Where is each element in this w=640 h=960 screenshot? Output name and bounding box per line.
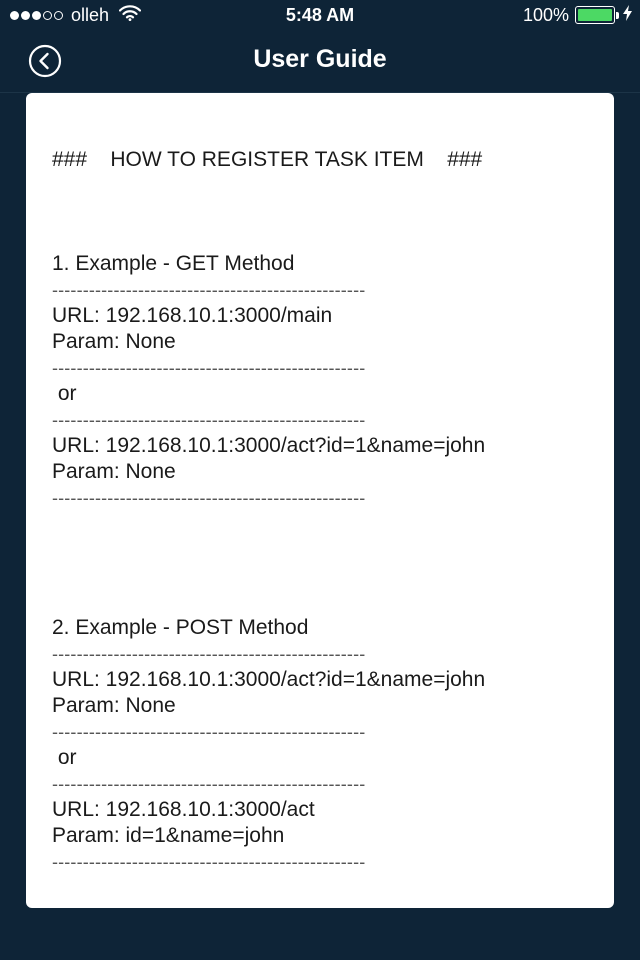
guide-blank-line	[52, 511, 485, 537]
battery-tip	[616, 12, 619, 19]
guide-line: 2. Example - POST Method	[52, 616, 309, 639]
guide-separator: ---------------------------------------------------	[52, 774, 366, 794]
page-title: User Guide	[253, 45, 387, 73]
guide-line: ### HOW TO REGISTER TASK ITEM ###	[52, 148, 483, 171]
battery-icon	[575, 6, 615, 24]
guide-separator: ---------------------------------------------------	[52, 488, 366, 508]
guide-blank-line	[52, 537, 485, 563]
guide-line: URL: 192.168.10.1:3000/act?id=1&name=john	[52, 668, 486, 691]
guide-line: 1. Example - GET Method	[52, 252, 295, 275]
guide-blank-line	[52, 563, 485, 589]
guide-line: Param: id=1&name=john	[52, 824, 285, 847]
guide-blank-line	[52, 225, 485, 251]
battery-fill	[578, 9, 612, 21]
charging-icon	[623, 5, 632, 26]
guide-line: or	[52, 382, 77, 405]
guide-blank-line	[52, 173, 485, 199]
guide-line: or	[52, 746, 77, 769]
guide-line: URL: 192.168.10.1:3000/act	[52, 798, 315, 821]
guide-separator: ---------------------------------------------------	[52, 852, 366, 872]
guide-line: Param: None	[52, 694, 176, 717]
guide-line: URL: 192.168.10.1:3000/main	[52, 304, 333, 327]
guide-line: URL: 192.168.10.1:3000/act?id=1&name=john	[52, 434, 486, 457]
status-time: 5:48 AM	[285, 5, 355, 25]
guide-separator: ---------------------------------------------------	[52, 280, 366, 300]
guide-separator: ---------------------------------------------------	[52, 358, 366, 378]
nav-bar	[0, 30, 640, 90]
guide-line: Param: None	[52, 460, 176, 483]
guide-blank-line	[52, 199, 485, 225]
guide-text	[52, 147, 485, 875]
status-bar	[0, 0, 640, 30]
guide-separator: ---------------------------------------------------	[52, 722, 366, 742]
guide-card[interactable]	[26, 93, 614, 908]
battery-percent: 100%	[522, 4, 569, 25]
status-right	[523, 5, 632, 25]
guide-blank-line	[52, 589, 485, 615]
guide-line: Param: None	[52, 330, 176, 353]
guide-separator: ---------------------------------------------------	[52, 410, 366, 430]
guide-separator: ---------------------------------------------------	[52, 644, 366, 664]
carrier-name: olleh	[71, 4, 110, 25]
